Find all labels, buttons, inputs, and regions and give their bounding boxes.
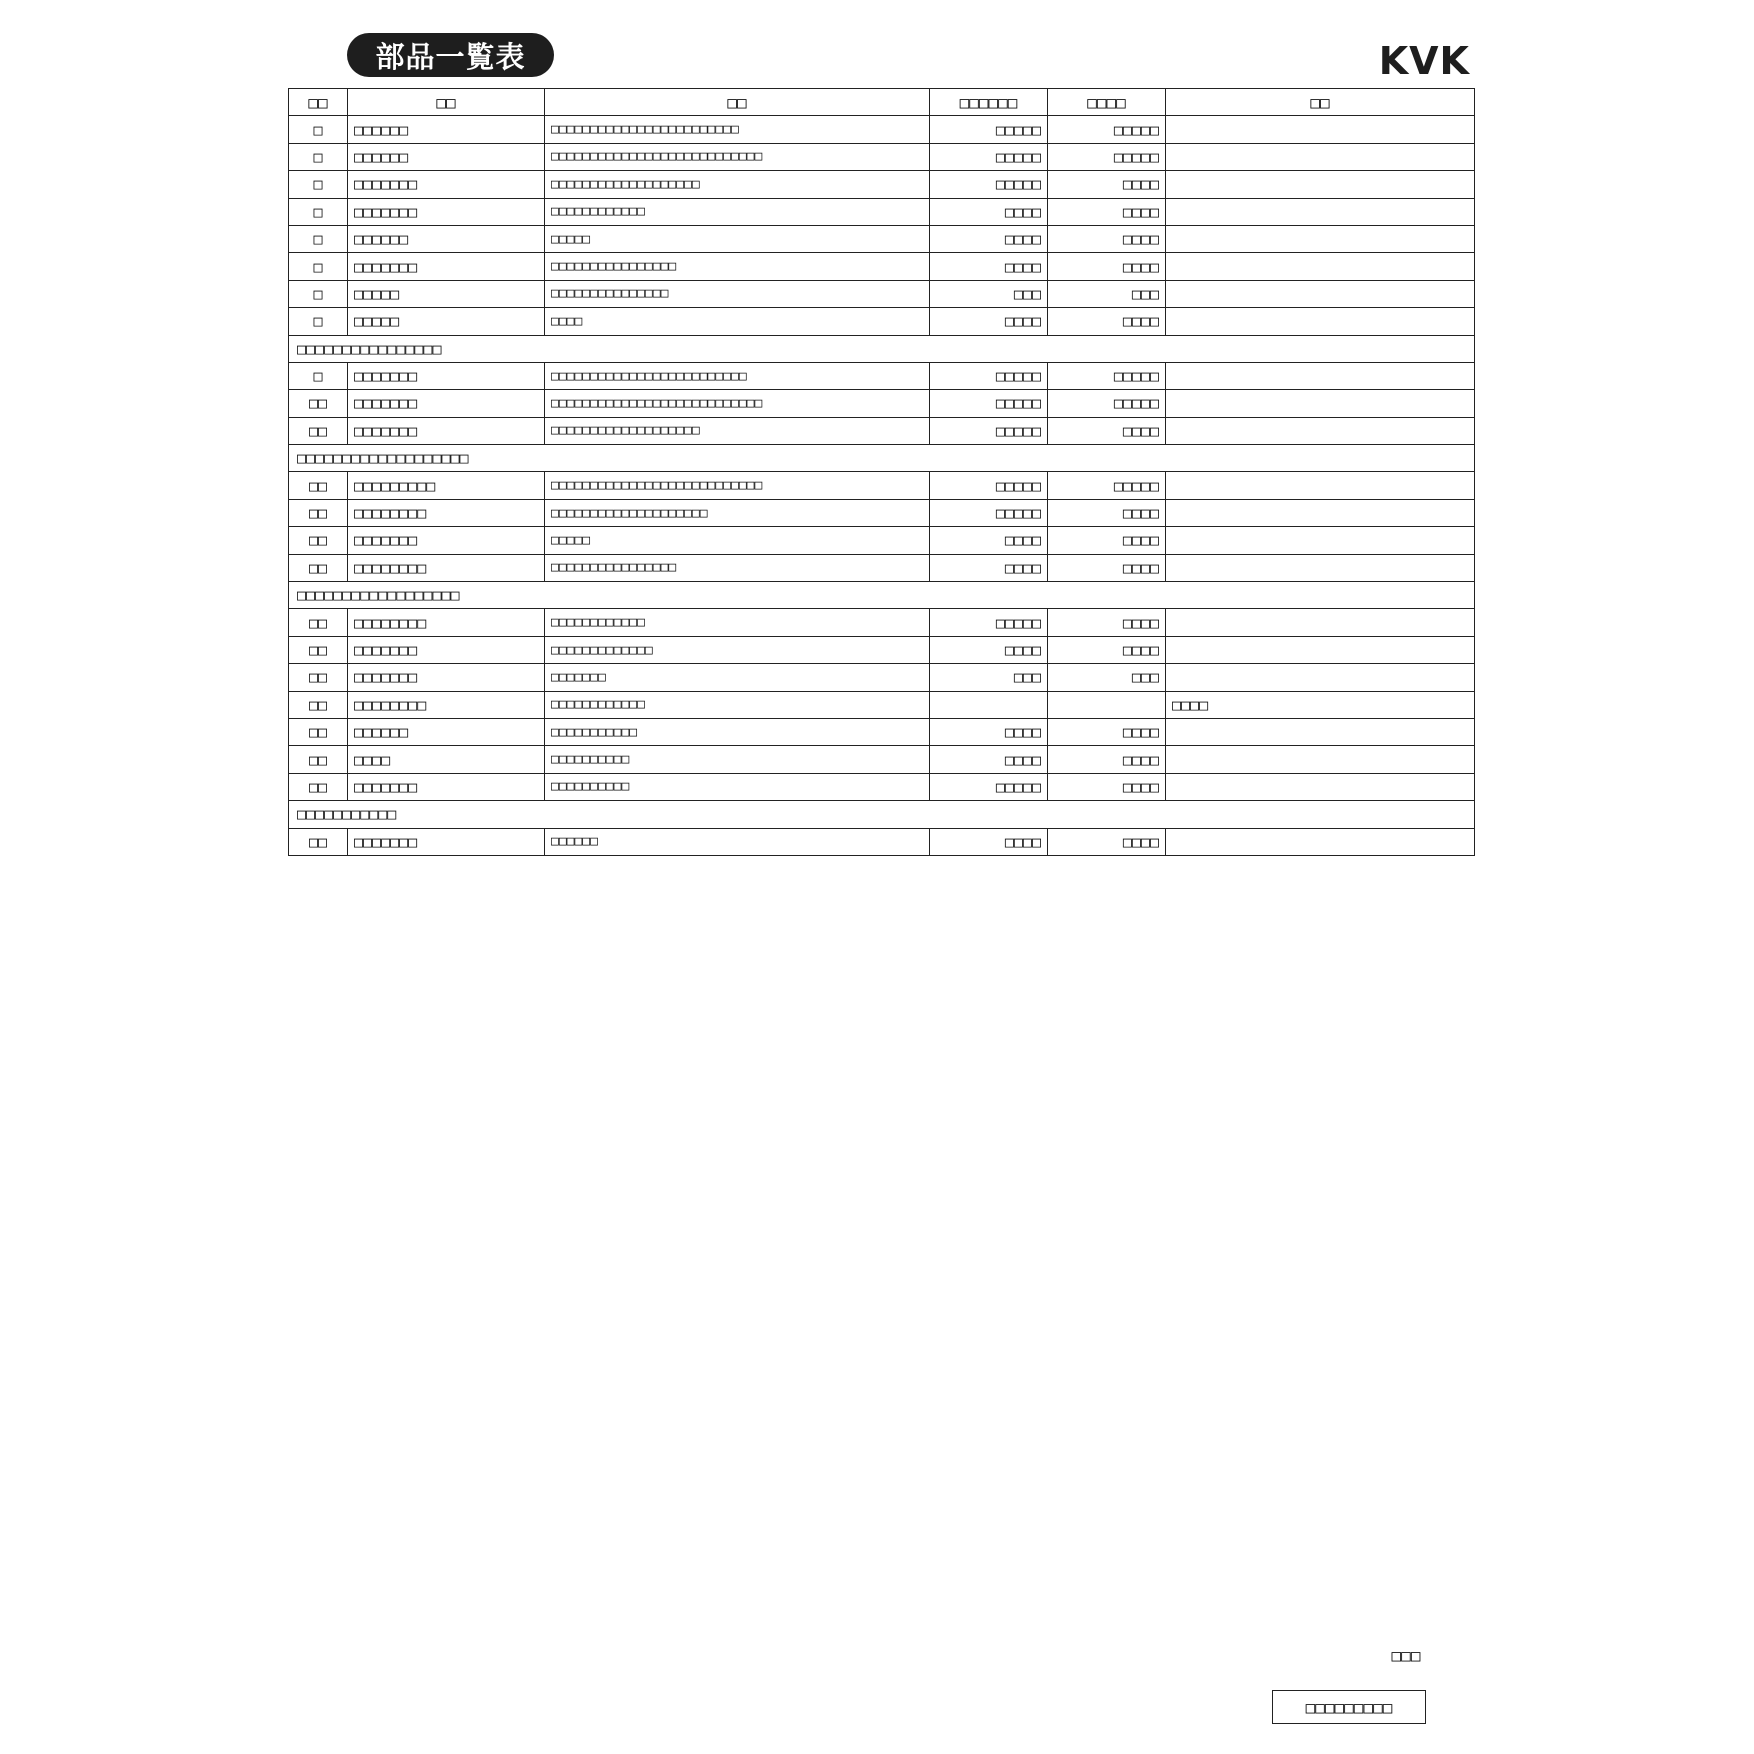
column-header-price1: □□□□□□: [930, 89, 1048, 116]
cell-note: [1166, 636, 1475, 663]
cell-note: [1166, 554, 1475, 581]
cell-part-code: □□□□□□: [348, 718, 545, 745]
cell-price2: [1048, 691, 1166, 718]
cell-note: [1166, 664, 1475, 691]
cell-price1: □□□□: [930, 636, 1048, 663]
cell-no: □□: [289, 527, 348, 554]
cell-part-name: □□□□□□□□□□□□□□□□□□□□□□□□□□□: [545, 390, 930, 417]
cell-price1: □□□□: [930, 554, 1048, 581]
cell-part-code: □□□□□□□: [348, 417, 545, 444]
table-row: [289, 636, 1475, 663]
cell-part-code: □□□□□□□: [348, 828, 545, 855]
cell-price1: □□□□□: [930, 417, 1048, 444]
cell-no: □: [289, 143, 348, 170]
table-row: [289, 171, 1475, 198]
cell-price1: □□□□: [930, 198, 1048, 225]
cell-price2: □□□□: [1048, 171, 1166, 198]
cell-note: □□□□: [1166, 691, 1475, 718]
cell-no: □□: [289, 664, 348, 691]
cell-note: [1166, 746, 1475, 773]
group-row: [289, 801, 1475, 828]
cell-no: □□: [289, 554, 348, 581]
cell-note: [1166, 718, 1475, 745]
cell-part-name: □□□□□□□□□□□□□□□□□□□□□□□□: [545, 116, 930, 143]
cell-part-name: □□□□□□□□□□□□□□□□□□□: [545, 417, 930, 444]
cell-no: □: [289, 225, 348, 252]
cell-price2: □□□□□: [1048, 472, 1166, 499]
cell-part-code: □□□□□□□: [348, 253, 545, 280]
cell-part-name: □□□□□□□□□□□□□: [545, 636, 930, 663]
cell-part-name: □□□□□□□□□□□□□□□□□□□□□□□□□□□: [545, 143, 930, 170]
cell-price1: □□□□□: [930, 773, 1048, 800]
footer-code: □□□: [1391, 1646, 1421, 1665]
cell-part-name: □□□□□□□□□□□□□□□□□□□: [545, 171, 930, 198]
cell-no: □: [289, 308, 348, 335]
table-row: [289, 116, 1475, 143]
table-row: [289, 198, 1475, 225]
cell-price2: □□□: [1048, 280, 1166, 307]
cell-no: □□: [289, 718, 348, 745]
cell-note: [1166, 390, 1475, 417]
cell-part-code: □□□□□□□: [348, 362, 545, 389]
cell-no: □□: [289, 499, 348, 526]
table-row: [289, 143, 1475, 170]
cell-no: □: [289, 280, 348, 307]
cell-price1: □□□□: [930, 718, 1048, 745]
cell-price1: □□□□□: [930, 116, 1048, 143]
cell-part-name: □□□□□□□□□□□□□□□□□□□□□□□□□□□: [545, 472, 930, 499]
group-row: [289, 582, 1475, 609]
cell-part-name: □□□□□□□□□□□□□□□: [545, 280, 930, 307]
cell-note: [1166, 527, 1475, 554]
cell-price1: □□□□□: [930, 609, 1048, 636]
cell-part-code: □□□□□□□: [348, 527, 545, 554]
cell-part-code: □□□□□□□: [348, 664, 545, 691]
cell-no: □□: [289, 609, 348, 636]
table-row: [289, 746, 1475, 773]
cell-price2: □□□□: [1048, 609, 1166, 636]
cell-price1: □□□: [930, 664, 1048, 691]
cell-no: □□: [289, 773, 348, 800]
table-row: [289, 362, 1475, 389]
cell-no: □□: [289, 828, 348, 855]
cell-price2: □□□□: [1048, 308, 1166, 335]
cell-price2: □□□□: [1048, 499, 1166, 526]
cell-note: [1166, 417, 1475, 444]
cell-part-code: □□□□□: [348, 308, 545, 335]
cell-part-code: □□□□□□: [348, 116, 545, 143]
cell-part-code: □□□□□□□□: [348, 499, 545, 526]
table-header-row: [289, 89, 1475, 116]
cell-price2: □□□□□: [1048, 362, 1166, 389]
cell-part-name: □□□□□□□□□□□□□□□□: [545, 554, 930, 581]
table-body: [289, 116, 1475, 856]
group-label: □□□□□□□□□□□: [289, 801, 1475, 828]
cell-no: □: [289, 362, 348, 389]
cell-part-name: □□□□□□□□□□□□□□□□□□□□: [545, 499, 930, 526]
column-header-no: □□: [289, 89, 348, 116]
table-row: [289, 417, 1475, 444]
cell-no: □□: [289, 746, 348, 773]
cell-note: [1166, 773, 1475, 800]
cell-no: □: [289, 116, 348, 143]
cell-price2: □□□□: [1048, 828, 1166, 855]
cell-note: [1166, 609, 1475, 636]
table-row: [289, 691, 1475, 718]
cell-price2: □□□□□: [1048, 143, 1166, 170]
cell-price1: □□□□□: [930, 472, 1048, 499]
cell-part-code: □□□□□□□□: [348, 554, 545, 581]
table-row: [289, 773, 1475, 800]
cell-price2: □□□□: [1048, 554, 1166, 581]
cell-no: □□: [289, 417, 348, 444]
cell-note: [1166, 499, 1475, 526]
group-row: [289, 445, 1475, 472]
column-header-note: □□: [1166, 89, 1475, 116]
cell-price1: □□□□□: [930, 143, 1048, 170]
cell-part-code: □□□□: [348, 746, 545, 773]
cell-note: [1166, 198, 1475, 225]
parts-table: [288, 88, 1475, 856]
table-row: [289, 280, 1475, 307]
cell-price2: □□□: [1048, 664, 1166, 691]
cell-price1: □□□□□: [930, 362, 1048, 389]
cell-note: [1166, 225, 1475, 252]
cell-part-name: □□□□□□□□□□□□: [545, 691, 930, 718]
cell-part-code: □□□□□□□: [348, 773, 545, 800]
cell-price1: □□□□□: [930, 499, 1048, 526]
cell-part-code: □□□□□□□□: [348, 609, 545, 636]
cell-price2: □□□□: [1048, 636, 1166, 663]
group-label: □□□□□□□□□□□□□□□□□□□: [289, 445, 1475, 472]
cell-price1: □□□□: [930, 527, 1048, 554]
cell-price1: □□□□: [930, 253, 1048, 280]
cell-part-name: □□□□□: [545, 225, 930, 252]
cell-part-name: □□□□□□□□□□□□□□□□: [545, 253, 930, 280]
cell-part-name: □□□□□: [545, 527, 930, 554]
cell-price2: □□□□: [1048, 773, 1166, 800]
cell-part-name: □□□□□□□□□□: [545, 746, 930, 773]
cell-no: □□: [289, 390, 348, 417]
cell-note: [1166, 828, 1475, 855]
group-row: [289, 335, 1475, 362]
cell-note: [1166, 362, 1475, 389]
column-header-price2: □□□□: [1048, 89, 1166, 116]
cell-no: □: [289, 198, 348, 225]
cell-part-code: □□□□□□□: [348, 171, 545, 198]
cell-note: [1166, 308, 1475, 335]
cell-no: □□: [289, 691, 348, 718]
cell-part-name: □□□□: [545, 308, 930, 335]
cell-price2: □□□□: [1048, 417, 1166, 444]
cell-part-code: □□□□□□□□: [348, 691, 545, 718]
footer-stamp-box: [1272, 1690, 1426, 1724]
cell-price2: □□□□: [1048, 198, 1166, 225]
cell-part-code: □□□□□□□: [348, 390, 545, 417]
cell-price1: [930, 691, 1048, 718]
cell-part-name: □□□□□□: [545, 828, 930, 855]
cell-part-name: □□□□□□□□□□□□: [545, 609, 930, 636]
cell-note: [1166, 253, 1475, 280]
cell-part-code: □□□□□□□□□: [348, 472, 545, 499]
cell-part-name: □□□□□□□□□□□□: [545, 198, 930, 225]
cell-price1: □□□□: [930, 828, 1048, 855]
cell-price1: □□□□□: [930, 171, 1048, 198]
cell-part-name: □□□□□□□□□□: [545, 773, 930, 800]
table-row: [289, 527, 1475, 554]
cell-price1: □□□□□: [930, 390, 1048, 417]
table-row: [289, 390, 1475, 417]
table-row: [289, 499, 1475, 526]
cell-part-name: □□□□□□□: [545, 664, 930, 691]
table-row: [289, 554, 1475, 581]
cell-no: □□: [289, 472, 348, 499]
table-row: [289, 609, 1475, 636]
cell-price1: □□□□: [930, 225, 1048, 252]
cell-price2: □□□□□: [1048, 116, 1166, 143]
cell-note: [1166, 116, 1475, 143]
column-header-name: □□: [545, 89, 930, 116]
cell-part-code: □□□□□□: [348, 225, 545, 252]
cell-no: □: [289, 171, 348, 198]
cell-price2: □□□□□: [1048, 390, 1166, 417]
group-label: □□□□□□□□□□□□□□□□□□: [289, 582, 1475, 609]
table-row: [289, 225, 1475, 252]
cell-note: [1166, 280, 1475, 307]
footer-stamp-label: □□□□□□□□□: [1305, 1697, 1393, 1717]
cell-part-code: □□□□□□: [348, 143, 545, 170]
cell-note: [1166, 472, 1475, 499]
cell-part-code: □□□□□: [348, 280, 545, 307]
cell-part-code: □□□□□□□: [348, 198, 545, 225]
table-row: [289, 253, 1475, 280]
table-row: [289, 308, 1475, 335]
cell-price2: □□□□: [1048, 253, 1166, 280]
table-row: [289, 472, 1475, 499]
table-row: [289, 828, 1475, 855]
cell-no: □: [289, 253, 348, 280]
table-row: [289, 718, 1475, 745]
group-label: □□□□□□□□□□□□□□□□: [289, 335, 1475, 362]
cell-part-code: □□□□□□□: [348, 636, 545, 663]
cell-price2: □□□□: [1048, 718, 1166, 745]
cell-price2: □□□□: [1048, 746, 1166, 773]
brand-logo: KVK: [1378, 39, 1470, 83]
cell-price2: □□□□: [1048, 527, 1166, 554]
page-title: 部品一覧表: [347, 33, 554, 77]
cell-price1: □□□□: [930, 308, 1048, 335]
cell-part-name: □□□□□□□□□□□□□□□□□□□□□□□□□: [545, 362, 930, 389]
cell-price2: □□□□: [1048, 225, 1166, 252]
cell-price1: □□□: [930, 280, 1048, 307]
cell-note: [1166, 143, 1475, 170]
cell-part-name: □□□□□□□□□□□: [545, 718, 930, 745]
table-row: [289, 664, 1475, 691]
column-header-code: □□: [348, 89, 545, 116]
cell-price1: □□□□: [930, 746, 1048, 773]
cell-no: □□: [289, 636, 348, 663]
cell-note: [1166, 171, 1475, 198]
